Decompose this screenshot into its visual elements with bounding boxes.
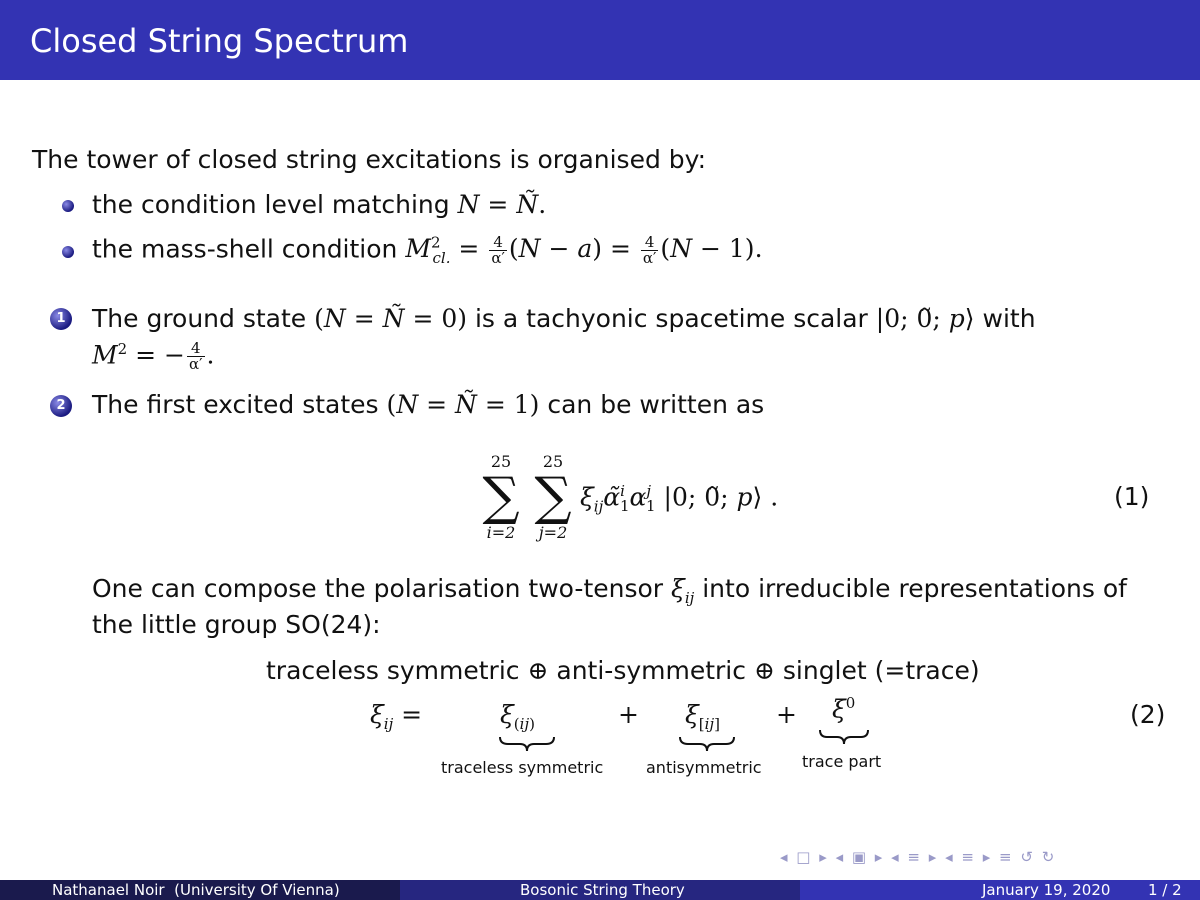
item-text: The ground state — [92, 304, 307, 333]
nav-menu-icon[interactable]: ≡ — [999, 848, 1014, 866]
bullet-text: the condition level matching — [92, 190, 450, 219]
bullet-text: the mass-shell condition — [92, 234, 398, 264]
nav-doc-icon[interactable]: ◂ ≡ ▸ — [945, 848, 993, 866]
label-antisymmetric: antisymmetric — [646, 758, 762, 777]
eq2-antisymmetric-part: $\xi_{[ij]}$ — [685, 700, 720, 733]
footer-date-block — [800, 880, 1200, 900]
tachyon-mass-formula: $M^2$ = − $\frac{4}{\alpha'}$ . — [92, 339, 215, 374]
eq2-symmetric-part: $\xi_{(ij)}$ — [500, 700, 535, 733]
footer-author: Nathanael Noir (University Of Vienna) — [52, 881, 340, 899]
underbrace-icon — [818, 728, 870, 746]
eq2-plus: + — [618, 700, 639, 729]
item-text: The first excited states — [92, 390, 379, 419]
footer-author-block — [0, 880, 400, 900]
item-text: can be written as — [547, 390, 765, 419]
slide-title: Closed String Spectrum — [30, 22, 409, 60]
nav-section-icon[interactable]: ◂ ≡ ▸ — [891, 848, 939, 866]
footer-date: January 19, 2020 — [982, 881, 1111, 899]
navigation-bar — [780, 848, 1056, 866]
title-bar — [0, 0, 1200, 80]
eq2-lhs: $\xi_{ij}$ = — [370, 700, 423, 733]
underbrace-icon — [678, 735, 736, 753]
eq2-plus: + — [776, 700, 797, 729]
sum-j: 25 ∑ j=2 — [534, 452, 572, 542]
item-ground-state: The ground state (N = Ñ = 0) is a tachyonic spacetime scalar |0; 0̃; p⟩ with — [92, 304, 1036, 333]
eq2-number: (2) — [1130, 700, 1166, 729]
nav-search-icon[interactable]: ↺ ↻ — [1020, 848, 1057, 866]
enum-1-icon: 1 — [50, 308, 72, 330]
eq1-summand: $\xi_{ij}\alphã^i_1\alpha^j_1$ |0; 0̃; p⟩ . — [580, 482, 779, 516]
nav-prev-frame-icon[interactable]: ◂ □ ▸ — [780, 848, 829, 866]
mass-shell-formula: $M^2_{cl.}$ = $\frac{4}{\alpha'}$ (N − a) = $\frac{4}{\alpha'}$ (N − 1). — [405, 233, 763, 268]
sum-i: 25 ∑ i=2 — [482, 452, 520, 542]
footer-page-number: 1 / 2 — [1148, 881, 1182, 899]
bullet-level-matching — [92, 190, 546, 219]
decomposition-heading: traceless symmetric ⊕ anti-symmetric ⊕ singlet (=trace) — [266, 656, 980, 685]
nav-subsection-icon[interactable]: ◂ ▣ ▸ — [835, 848, 885, 866]
compose-line-1: One can compose the polarisation two-tensor $\xi_{ij}$ into irreducible representations of — [92, 574, 1127, 607]
item-text: is a tachyonic spacetime scalar — [474, 304, 868, 333]
enum-2-icon: 2 — [50, 395, 72, 417]
item-text: with — [982, 304, 1036, 333]
eq1-number: (1) — [1114, 482, 1150, 511]
bullet-icon — [62, 200, 74, 212]
intro-text: The tower of closed string excitations is organised by: — [32, 145, 707, 174]
level-matching-formula: N = Ñ. — [457, 190, 547, 219]
footer-talk-block — [400, 880, 800, 900]
label-traceless-symmetric: traceless symmetric — [441, 758, 604, 777]
underbrace-icon — [498, 735, 556, 753]
eq2-trace-part: $\xi^0$ — [832, 694, 856, 724]
compose-line-2: the little group SO(24): — [92, 610, 381, 639]
footer-talk-title: Bosonic String Theory — [520, 881, 685, 899]
bullet-mass-shell — [92, 234, 763, 267]
bullet-icon — [62, 246, 74, 258]
item-first-excited: The first excited states (N = Ñ = 1) can be written as — [92, 390, 765, 419]
footer — [0, 880, 1200, 900]
label-trace-part: trace part — [802, 752, 882, 771]
